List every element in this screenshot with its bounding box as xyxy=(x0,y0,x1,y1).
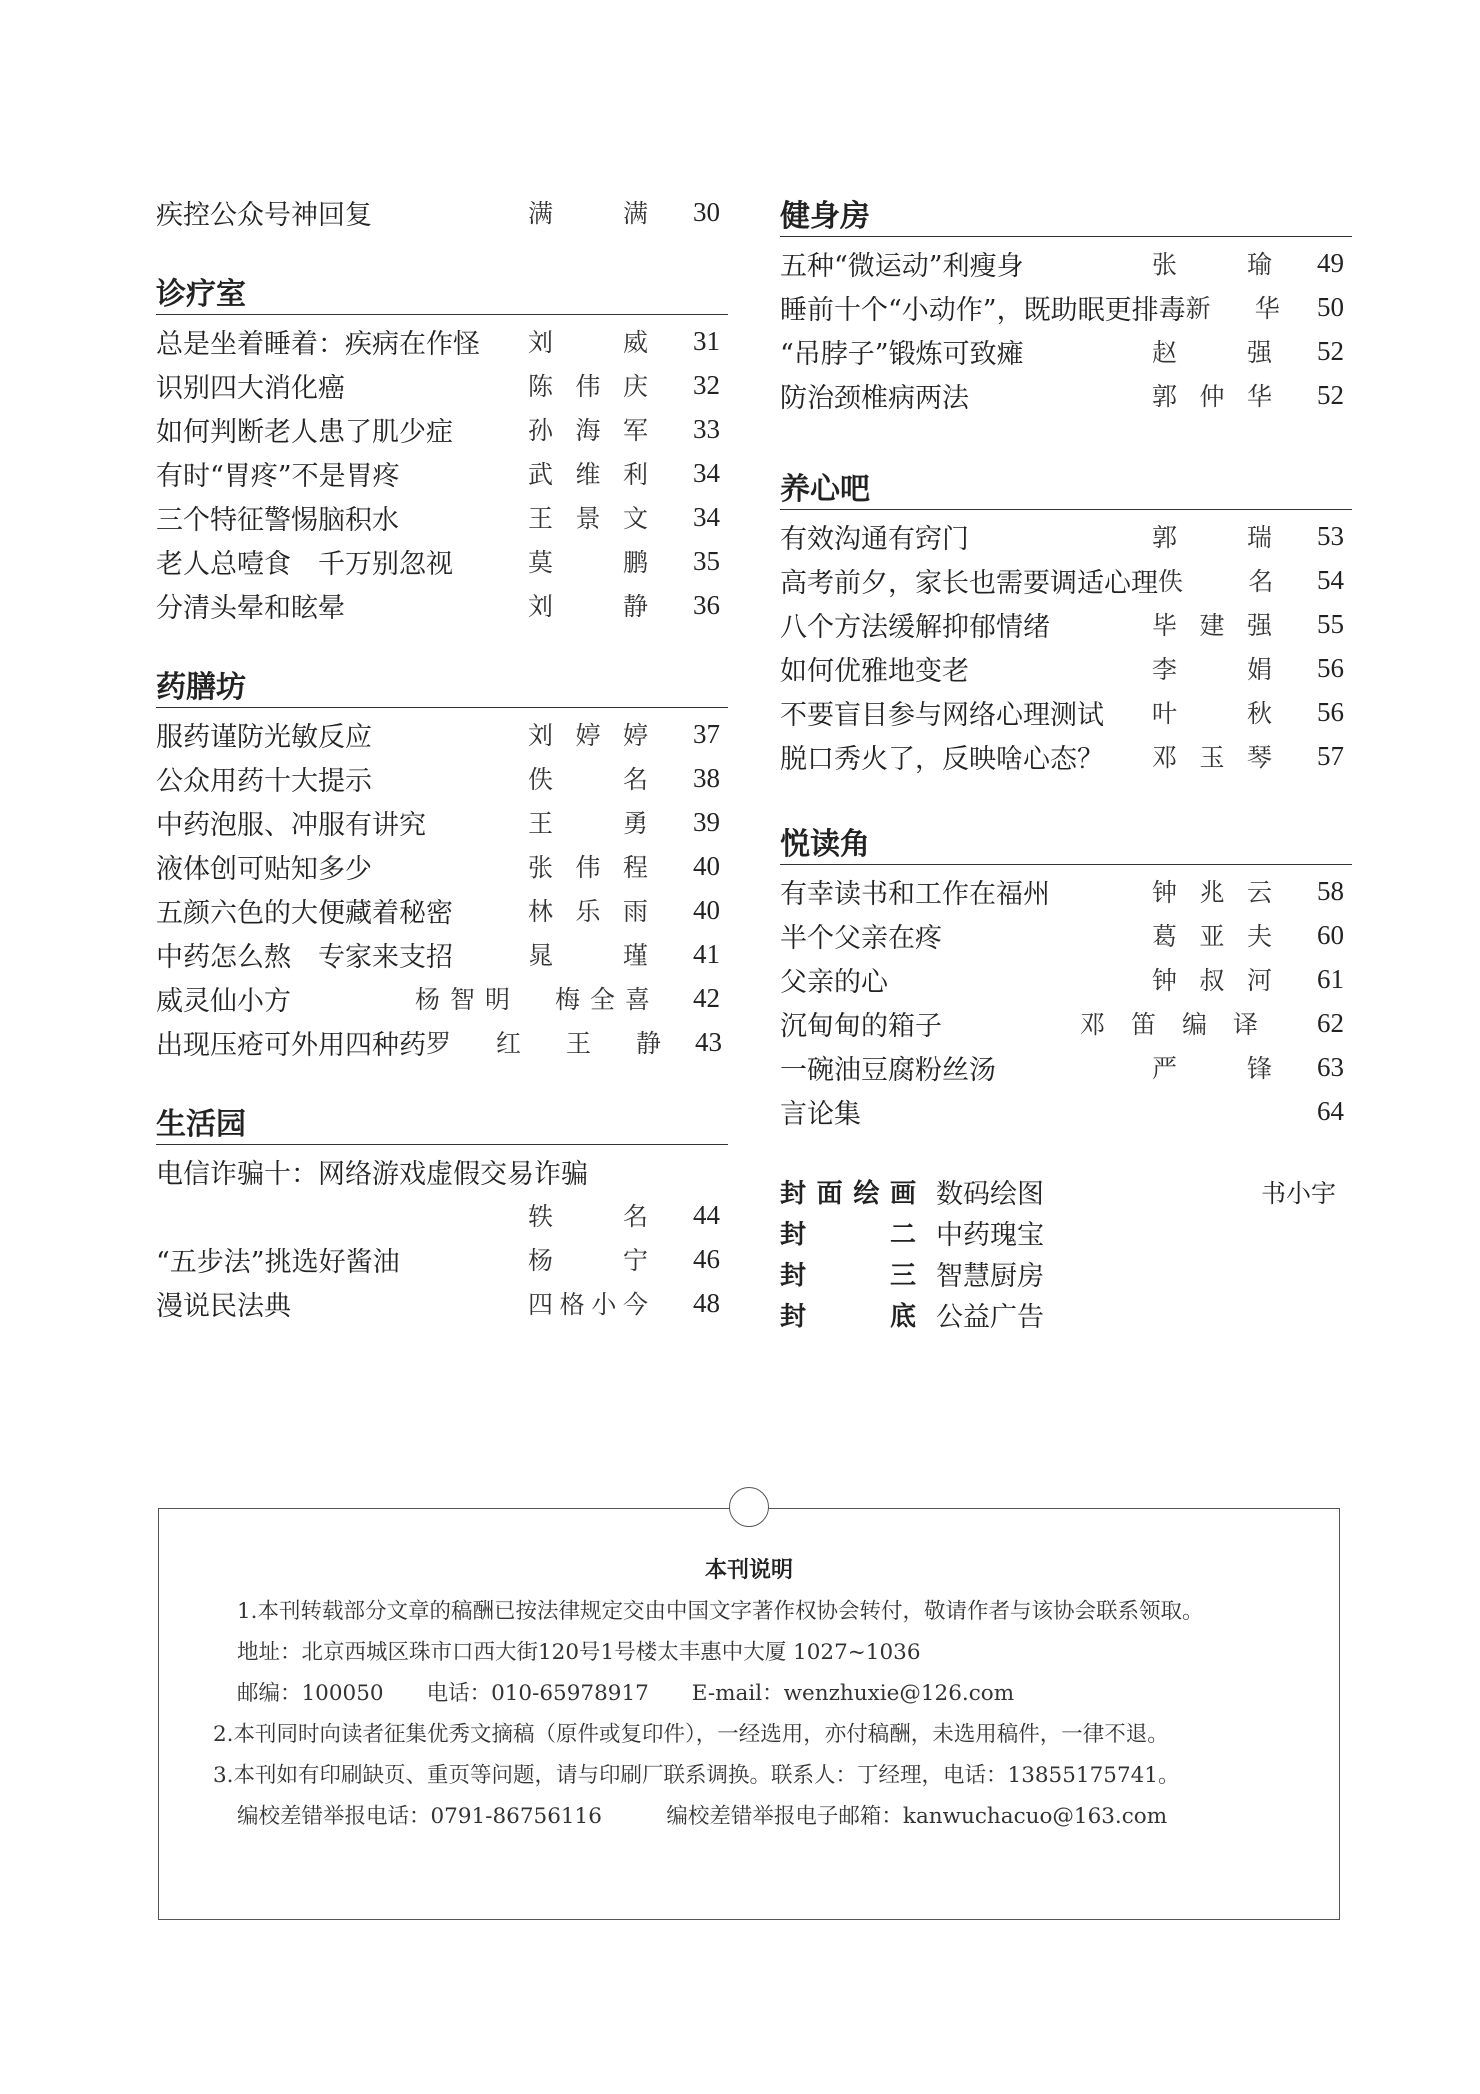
toc-title: 电信诈骗十：网络游戏虚假交易诈骗 xyxy=(156,1158,588,1190)
toc-author: 晁瑾 xyxy=(528,941,648,970)
section-title: 悦读角 xyxy=(780,824,1352,865)
toc-title: 五种“微运动”利瘦身 xyxy=(780,250,1024,282)
toc-row[interactable] xyxy=(780,1045,1344,1089)
toc-title: 出现压疮可外用四种药 xyxy=(156,1029,426,1061)
toc-page: 38 xyxy=(693,762,720,793)
cover-credit-label: 封三 xyxy=(780,1261,916,1291)
toc-author: 毕建强 xyxy=(1152,611,1272,640)
publication-notice-box xyxy=(158,1508,1340,1920)
toc-page: 34 xyxy=(693,501,720,532)
toc-author: 孙海军 xyxy=(528,416,648,445)
toc-author: 四格小今 xyxy=(528,1290,648,1319)
toc-row[interactable] xyxy=(780,558,1344,602)
toc-author: 刘婷婷 xyxy=(528,721,648,750)
toc-row[interactable] xyxy=(780,514,1344,558)
toc-page: 33 xyxy=(693,413,720,444)
toc-row[interactable] xyxy=(156,1281,720,1325)
toc-row[interactable] xyxy=(780,602,1344,646)
notice-contact: 邮编：100050 电话：010-65978917 E-mail：wenzhuxie@126.com xyxy=(237,1681,1015,1706)
toc-author: 赵强 xyxy=(1152,338,1272,367)
toc-row[interactable] xyxy=(780,1001,1344,1045)
toc-row[interactable] xyxy=(156,1237,720,1281)
toc-author: 莫鹏 xyxy=(528,548,648,577)
cover-credit-row xyxy=(780,1171,1344,1212)
toc-page: 32 xyxy=(693,369,720,400)
toc-row[interactable] xyxy=(780,241,1344,285)
toc-page: 48 xyxy=(693,1287,720,1318)
toc-page: 53 xyxy=(1317,520,1344,551)
toc-title: 沉甸甸的箱子 xyxy=(780,1010,942,1042)
toc-title: 睡前十个“小动作”，既助眠更排毒 xyxy=(780,294,1186,326)
toc-title: 总是坐着睡着：疾病在作怪 xyxy=(156,328,480,360)
toc-author: 新华 xyxy=(1185,294,1280,323)
toc-title: 五颜六色的大便藏着秘密 xyxy=(156,897,453,929)
toc-title: 识别四大消化癌 xyxy=(156,372,345,404)
toc-title: 一碗油豆腐粉丝汤 xyxy=(780,1054,996,1086)
toc-author: 张伟程 xyxy=(528,853,648,882)
notice-report: 编校差错举报电话：0791-86756116 编校差错举报电子邮箱：kanwuchacuo@163.com xyxy=(237,1804,1168,1829)
toc-author: 林乐雨 xyxy=(528,897,648,926)
toc-row[interactable] xyxy=(156,712,720,756)
toc-page: 52 xyxy=(1317,335,1344,366)
toc-row[interactable] xyxy=(156,1193,720,1237)
toc-author: 佚名 xyxy=(528,765,648,794)
toc-page: 56 xyxy=(1317,696,1344,727)
toc-right-column xyxy=(780,196,1344,1335)
toc-author: 佚名 xyxy=(1158,567,1274,596)
notice-address: 地址：北京西城区珠市口西大街120号1号楼太丰惠中大厦 1027~1036 xyxy=(237,1640,921,1665)
cover-credit-row xyxy=(780,1294,1344,1335)
toc-page: 40 xyxy=(693,850,720,881)
cover-credit-row xyxy=(780,1253,1344,1294)
toc-page: 43 xyxy=(695,1026,723,1057)
toc-row[interactable] xyxy=(156,539,720,583)
toc-row[interactable] xyxy=(156,976,720,1020)
cover-credit-label: 封底 xyxy=(780,1302,916,1332)
section-title: 诊疗室 xyxy=(156,274,728,315)
toc-author: 钟兆云 xyxy=(1152,878,1272,907)
toc-page: 50 xyxy=(1317,291,1344,322)
toc-author: 严锋 xyxy=(1152,1054,1272,1083)
section-title: 健身房 xyxy=(780,196,1352,237)
toc-title: “吊脖子”锻炼可致瘫 xyxy=(780,338,1024,370)
notice-paragraph: 2.本刊同时向读者征集优秀文摘稿（原件或复印件），一经选用，亦付稿酬，未选用稿件，一律不退。 xyxy=(213,1722,1169,1747)
toc-page: 63 xyxy=(1317,1051,1344,1082)
toc-page: 61 xyxy=(1317,963,1344,994)
toc-row[interactable] xyxy=(156,495,720,539)
toc-left-column xyxy=(156,190,723,1325)
toc-author: 葛亚夫 xyxy=(1152,922,1272,951)
section-title: 药膳坊 xyxy=(156,667,728,708)
toc-title: 有幸读书和工作在福州 xyxy=(780,878,1050,910)
toc-page: 58 xyxy=(1317,875,1344,906)
toc-row[interactable] xyxy=(156,1020,723,1064)
toc-author: 郭瑞 xyxy=(1152,523,1272,552)
circle-ornament-icon xyxy=(729,1487,769,1527)
cover-credit-row xyxy=(780,1212,1344,1253)
cover-credit-content: 公益广告 xyxy=(936,1302,1044,1333)
toc-title: “五步法”挑选好酱油 xyxy=(156,1246,400,1278)
notice-paragraph: 3.本刊如有印刷缺页、重页等问题，请与印刷厂联系调换。联系人：丁经理，电话：13855175741。 xyxy=(213,1763,1180,1788)
cover-credits xyxy=(780,1171,1344,1335)
toc-page: 64 xyxy=(1317,1095,1344,1126)
toc-row[interactable] xyxy=(156,363,720,407)
toc-title: 中药怎么熬 专家来支招 xyxy=(156,941,453,973)
toc-author: 钟叔河 xyxy=(1152,966,1272,995)
toc-row[interactable] xyxy=(156,1149,720,1193)
toc-page: 62 xyxy=(1317,1007,1344,1038)
toc-row[interactable] xyxy=(156,583,720,627)
cover-credit-content: 智慧厨房 xyxy=(936,1261,1044,1292)
toc-row[interactable] xyxy=(780,690,1344,734)
toc-page: 60 xyxy=(1317,919,1344,950)
toc-row[interactable] xyxy=(156,407,720,451)
toc-title: 半个父亲在疼 xyxy=(780,922,942,954)
toc-title: 父亲的心 xyxy=(780,966,888,998)
toc-page: 46 xyxy=(693,1243,720,1274)
toc-section-pharmacy xyxy=(156,667,723,1064)
toc-section-clinic xyxy=(156,274,720,627)
toc-title: 威灵仙小方 xyxy=(156,985,291,1017)
cover-credit-label: 封二 xyxy=(780,1220,916,1250)
toc-author: 杨宁 xyxy=(528,1246,648,1275)
toc-author: 王勇 xyxy=(528,809,648,838)
toc-author: 满满 xyxy=(528,199,648,228)
toc-row[interactable] xyxy=(780,1089,1344,1133)
toc-page: 55 xyxy=(1317,608,1344,639)
toc-row[interactable] xyxy=(780,646,1344,690)
toc-row[interactable] xyxy=(156,800,720,844)
cover-credit-content: 数码绘图 xyxy=(936,1179,1044,1210)
toc-page: 57 xyxy=(1317,740,1344,771)
toc-page: 49 xyxy=(1317,247,1344,278)
toc-row[interactable] xyxy=(780,913,1344,957)
toc-author: 郭仲华 xyxy=(1152,382,1272,411)
notice-paragraph: 1.本刊转载部分文章的稿酬已按法律规定交由中国文字著作权协会转付，敬请作者与该协会联系领取。 xyxy=(237,1599,1204,1624)
toc-row[interactable] xyxy=(780,285,1344,329)
toc-title: 液体创可贴知多少 xyxy=(156,853,372,885)
toc-row[interactable] xyxy=(156,451,720,495)
toc-page: 31 xyxy=(693,325,720,356)
toc-author: 叶秋 xyxy=(1152,699,1272,728)
toc-title: 防治颈椎病两法 xyxy=(780,382,969,414)
toc-page: 41 xyxy=(693,938,720,969)
toc-title: 公众用药十大提示 xyxy=(156,765,372,797)
toc-page: 42 xyxy=(693,982,720,1013)
toc-page: 35 xyxy=(693,545,720,576)
section-title: 生活园 xyxy=(156,1104,728,1145)
cover-credit-content: 中药瑰宝 xyxy=(936,1220,1044,1251)
toc-section-reading xyxy=(780,824,1344,1133)
toc-row[interactable] xyxy=(780,373,1344,417)
toc-page: 54 xyxy=(1317,564,1344,595)
toc-page: 39 xyxy=(693,806,720,837)
toc-page: 56 xyxy=(1317,652,1344,683)
toc-row[interactable] xyxy=(156,844,720,888)
section-title: 养心吧 xyxy=(780,469,1352,510)
toc-author: 刘威 xyxy=(528,328,648,357)
toc-author: 王景文 xyxy=(528,504,648,533)
toc-page: 44 xyxy=(693,1199,720,1230)
toc-row[interactable] xyxy=(156,932,720,976)
toc-author: 轶名 xyxy=(528,1202,648,1231)
toc-row[interactable] xyxy=(156,888,720,932)
toc-author: 邓笛编译 xyxy=(1079,1010,1284,1039)
toc-title: 不要盲目参与网络心理测试 xyxy=(780,699,1104,731)
toc-page: 52 xyxy=(1317,379,1344,410)
toc-title: 高考前夕，家长也需要调适心理 xyxy=(780,567,1158,599)
toc-title: 中药泡服、冲服有讲究 xyxy=(156,809,426,841)
toc-page: 40 xyxy=(693,894,720,925)
toc-author: 刘静 xyxy=(528,592,648,621)
toc-title: 如何判断老人患了肌少症 xyxy=(156,416,453,448)
toc-section-mind xyxy=(780,469,1344,778)
toc-page: 30 xyxy=(693,196,720,227)
toc-author: 陈伟庆 xyxy=(528,372,648,401)
toc-page: 37 xyxy=(693,718,720,749)
toc-title: 疾控公众号神回复 xyxy=(156,199,372,231)
toc-section-gym xyxy=(780,196,1344,417)
toc-title: 三个特征警惕脑积水 xyxy=(156,504,399,536)
toc-author: 罗 红 王 静 xyxy=(426,1029,672,1058)
notice-title: 本刊说明 xyxy=(704,1558,793,1583)
toc-row[interactable] xyxy=(156,756,720,800)
toc-author: 张瑜 xyxy=(1152,250,1272,279)
toc-section-life xyxy=(156,1104,720,1325)
toc-title: 分清头晕和眩晕 xyxy=(156,592,345,624)
toc-title: 有效沟通有窍门 xyxy=(780,523,969,555)
notice-body xyxy=(191,1591,1307,1837)
toc-row[interactable] xyxy=(156,319,720,363)
toc-title: 八个方法缓解抑郁情绪 xyxy=(780,611,1050,643)
cover-credit-label: 封面绘画 xyxy=(780,1179,916,1209)
toc-author: 武维利 xyxy=(528,460,648,489)
toc-page: 36 xyxy=(693,589,720,620)
toc-title: 漫说民法典 xyxy=(156,1290,291,1322)
toc-title: 如何优雅地变老 xyxy=(780,655,969,687)
toc-title: 有时“胃疼”不是胃疼 xyxy=(156,460,400,492)
toc-title: 服药谨防光敏反应 xyxy=(156,721,372,753)
toc-author: 李娟 xyxy=(1152,655,1272,684)
toc-row[interactable] xyxy=(780,957,1344,1001)
toc-row[interactable] xyxy=(780,734,1344,778)
toc-author: 邓玉琴 xyxy=(1152,743,1272,772)
toc-title: 言论集 xyxy=(780,1098,861,1130)
toc-row[interactable] xyxy=(156,190,720,234)
toc-row[interactable] xyxy=(780,329,1344,373)
toc-title: 脱口秀火了，反映啥心态？ xyxy=(780,743,1104,775)
cover-credit-artist: 书小宇 xyxy=(1260,1178,1336,1208)
toc-row[interactable] xyxy=(780,869,1344,913)
toc-author: 杨智明 梅全喜 xyxy=(414,985,660,1014)
toc-title: 老人总噎食 千万别忽视 xyxy=(156,548,453,580)
toc-page: 34 xyxy=(693,457,720,488)
